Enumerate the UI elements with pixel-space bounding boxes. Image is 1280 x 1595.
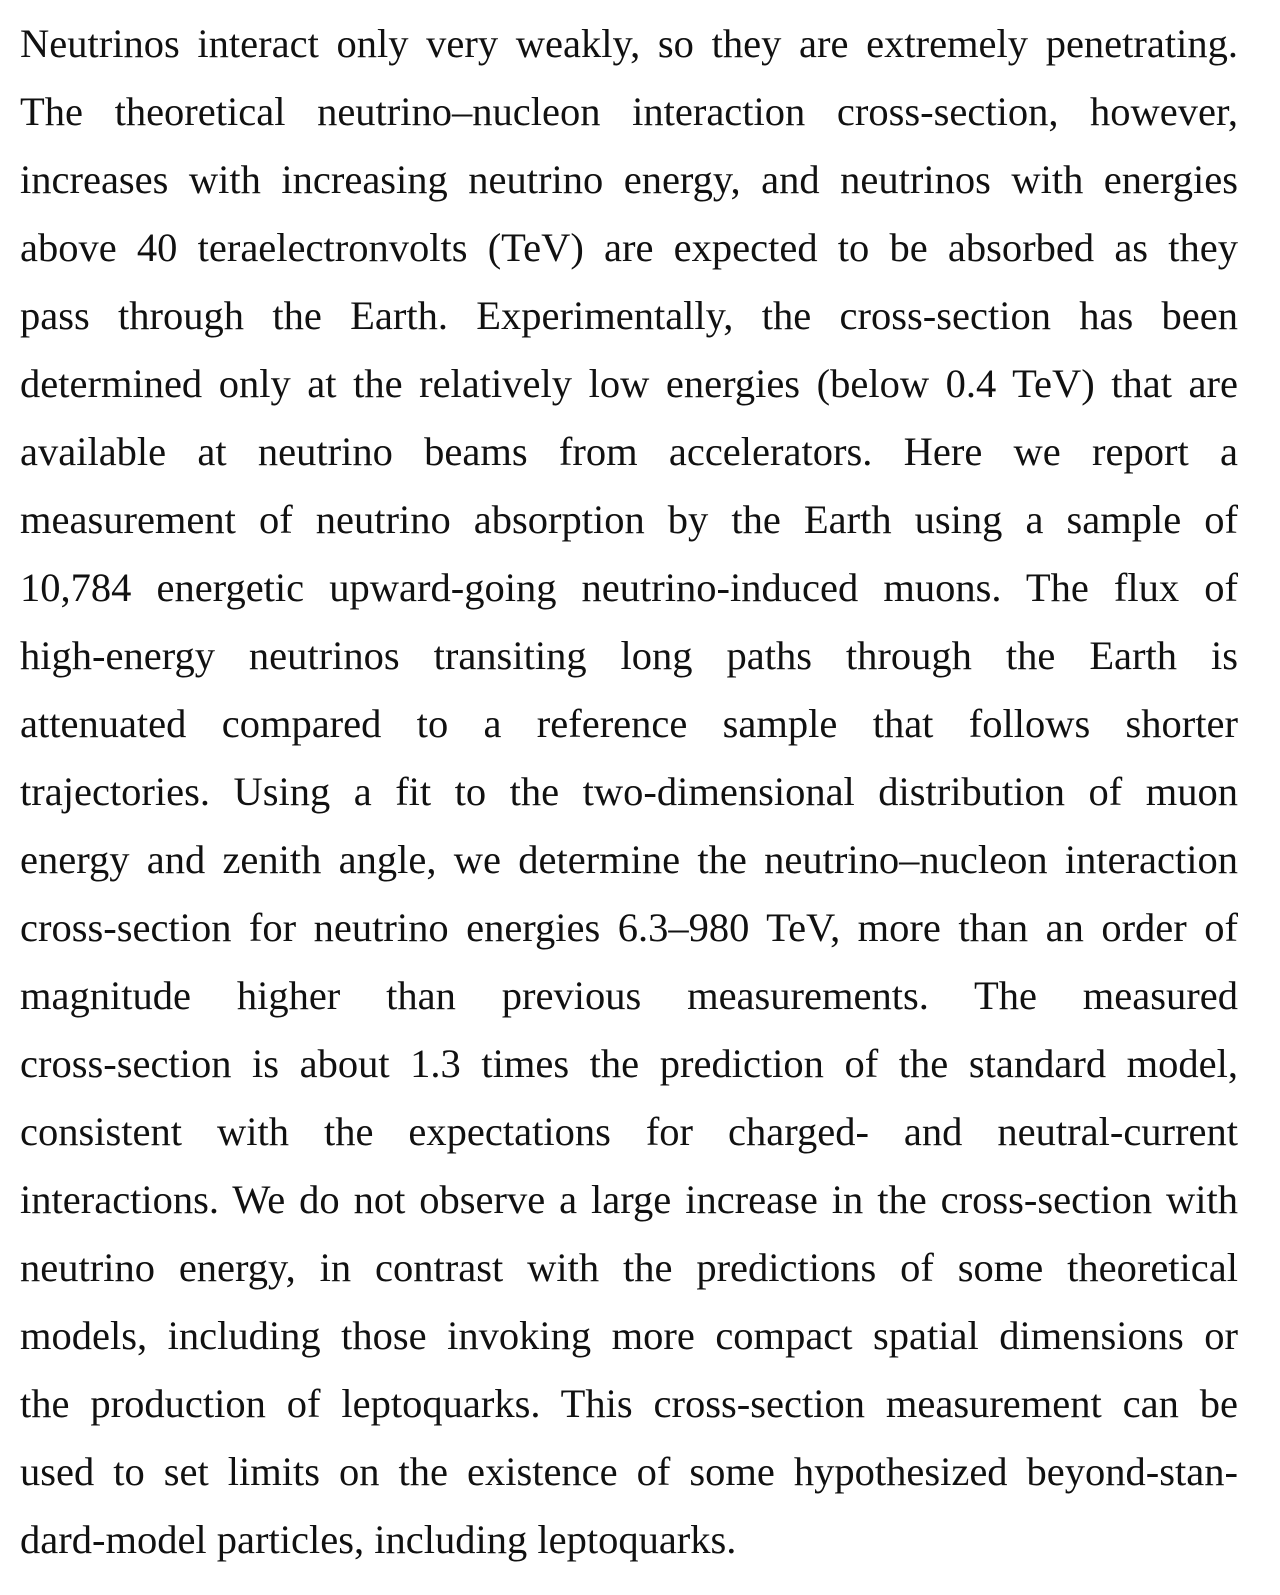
- abstract-line: attenuated compared to a reference sample that follows shorter: [20, 701, 1238, 746]
- abstract-line: above 40 teraelectronvolts (TeV) are expected to be absorbed as they: [20, 225, 1238, 270]
- abstract-line: increases with increasing neutrino energy, and neutrinos with energies: [20, 157, 1238, 202]
- abstract-line: neutrino energy, in contrast with the predictions of some theoretical: [20, 1245, 1238, 1290]
- abstract-line: dard-model particles, including leptoquarks.: [20, 1517, 737, 1562]
- abstract-line: trajectories. Using a fit to the two-dimensional distribution of muon: [20, 769, 1238, 814]
- abstract-line: magnitude higher than previous measurements. The measured: [20, 973, 1238, 1018]
- abstract-line: cross-section for neutrino energies 6.3–980 TeV, more than an order of: [20, 905, 1238, 950]
- abstract-line: determined only at the relatively low energies (below 0.4 TeV) that are: [20, 361, 1238, 406]
- abstract-line: pass through the Earth. Experimentally, the cross-section has been: [20, 293, 1238, 338]
- abstract-line: available at neutrino beams from accelerators. Here we report a: [20, 429, 1238, 474]
- abstract-line: consistent with the expectations for charged- and neutral-current: [20, 1109, 1238, 1154]
- abstract-line: energy and zenith angle, we determine the neutrino–nucleon interaction: [20, 837, 1238, 882]
- abstract-line: 10,784 energetic upward-going neutrino-induced muons. The flux of: [20, 565, 1238, 610]
- abstract-line: The theoretical neutrino–nucleon interaction cross-section, however,: [20, 89, 1238, 134]
- abstract-line: Neutrinos interact only very weakly, so they are extremely penetrating.: [20, 21, 1238, 66]
- abstract-line: cross-section is about 1.3 times the prediction of the standard model,: [20, 1041, 1238, 1086]
- abstract-paragraph: [20, 10, 1238, 1574]
- abstract-line: used to set limits on the existence of some hypothesized beyond-stan-: [20, 1449, 1238, 1494]
- abstract-line: high-energy neutrinos transiting long paths through the Earth is: [20, 633, 1238, 678]
- abstract-line: the production of leptoquarks. This cross-section measurement can be: [20, 1381, 1238, 1426]
- abstract-line: models, including those invoking more compact spatial dimensions or: [20, 1313, 1238, 1358]
- abstract-line: measurement of neutrino absorption by the Earth using a sample of: [20, 497, 1238, 542]
- abstract-line: interactions. We do not observe a large increase in the cross-section with: [20, 1177, 1238, 1222]
